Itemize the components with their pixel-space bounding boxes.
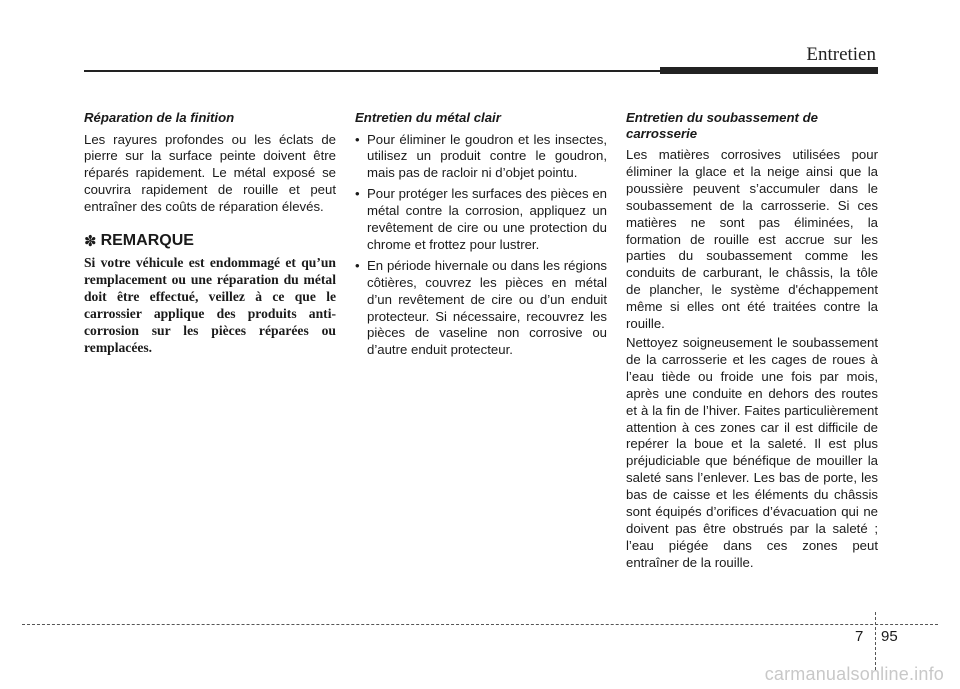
paragraph-finish-repair: Les rayures profondes ou les éclats de pierre sur la surface peinte doivent être réparés rapidement. Le métal exposé se couvrira rapidement de rouille et peut entraîner des coûts de réparation élevés.: [84, 131, 336, 215]
column-finish-repair: [84, 110, 336, 356]
footer-dashed-rule: [22, 624, 938, 625]
column-underbody: [626, 110, 878, 572]
page-header-title: Entretien: [806, 44, 876, 65]
column-bright-metal: [355, 110, 607, 363]
header-rule-thin: [84, 70, 664, 72]
list-item: • En période hivernale ou dans les régions côtières, couvrez les pièces en métal d’un revêtement de cire ou d’un enduit protecteur. Si nécessaire, recouvrez les pièces de vaseline non corrosive ou d’autre enduit protecteur.: [355, 258, 607, 359]
chapter-number: 7: [855, 628, 864, 645]
watermark-text: carmanualsonline.info: [764, 664, 944, 684]
list-item: • Pour protéger les surfaces des pièces en métal contre la corrosion, appliquez un revêtement de cire ou une protection du chrome et frottez pour lustrer.: [355, 186, 607, 254]
list-item: • Pour éliminer le goudron et les insectes, utilisez un produit contre le goudron, mais pas de racloir ni d’objet pointu.: [355, 132, 607, 183]
paragraph-underbody-2: Nettoyez soigneusement le soubassement de la carrosserie et les cages de roues à l’eau tiède ou froide une fois par mois, après une conduite en dehors des routes et à la fin de l’hiver. Faites particulièrement attention à ces zones car il est difficile de repérer la boue et la saleté. Il est plus préjudiciable que bénéfique de mouiller la saleté sans l’enlever. Les bas de porte, les bas de caisse et les éléments du châssis sont équipés d’orifices d’évacuation qui ne doivent pas être obstrués par la saleté ; l’eau piégée dans ces zones peut entraîner de la rouille.: [626, 334, 878, 570]
page-number: 95: [881, 628, 898, 645]
section-title-underbody: Entretien du soubassement de carrosserie: [626, 110, 818, 141]
remark-text: Si votre véhicule est endommagé et qu’un remplacement ou une réparation du métal doit être effectué, veillez à ce que le carrossier applique des produits anti-corrosion sur les pièces réparées ou remplacées.: [84, 255, 336, 356]
remark-star-icon: ✽: [84, 233, 97, 251]
footer-dashed-divider: [875, 612, 876, 670]
remark-heading: [84, 232, 336, 250]
header-rule-thick: [660, 67, 878, 74]
paragraph-underbody-1: Les matières corrosives utilisées pour éliminer la glace et la neige ainsi que la poussière peuvent s’accumuler dans le soubassement de la carrosserie. Si ces matières ne sont pas éliminées, la formation de rouille est accrue sur les parties du soubassement comme les conduits de carburant, le châssis, la tôle de plancher, le système d'échappement même si elles ont été traitées contre la rouille.: [626, 147, 878, 332]
section-title-bright-metal: Entretien du métal clair: [355, 110, 501, 125]
bright-metal-list: [355, 132, 607, 360]
remark-title: REMARQUE: [100, 232, 194, 250]
section-title-finish-repair: Réparation de la finition: [84, 110, 235, 125]
